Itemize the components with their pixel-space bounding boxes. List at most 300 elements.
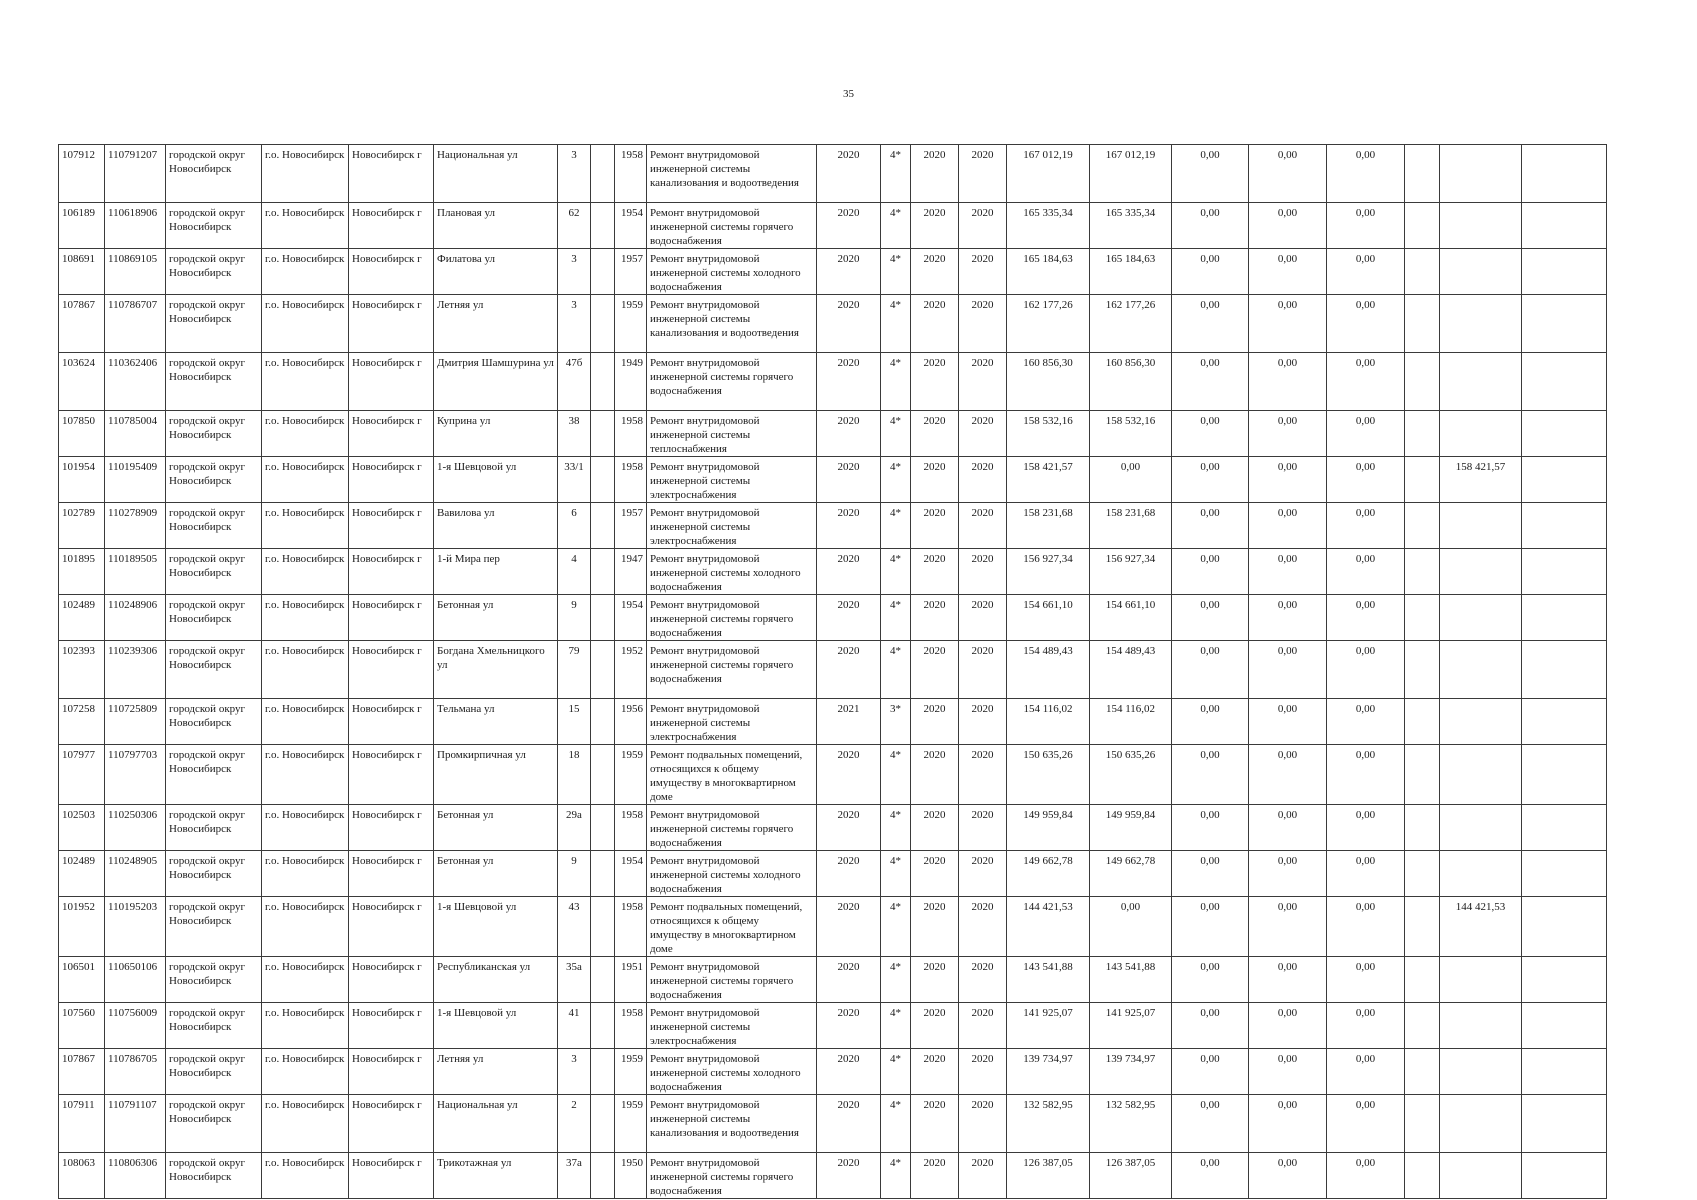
empty-cell (1522, 1095, 1607, 1153)
street-cell: Плановая ул (434, 203, 558, 249)
year-from-cell: 2020 (911, 851, 959, 897)
row-code: 110248905 (105, 851, 166, 897)
plan-year-cell: 2021 (817, 699, 881, 745)
table-row (59, 641, 1607, 699)
total-cost-cell: 139 734,97 (1007, 1049, 1090, 1095)
empty-cell (1522, 595, 1607, 641)
empty-cell (1405, 1049, 1440, 1095)
district-cell: городской округ Новосибирск (166, 897, 262, 957)
source-1-cell: 0,00 (1172, 353, 1249, 411)
priority-cell: 4* (881, 805, 911, 851)
total-cost-cell: 144 421,53 (1007, 897, 1090, 957)
empty-cell (591, 353, 615, 411)
district-cell: городской округ Новосибирск (166, 699, 262, 745)
fund-cost-cell: 149 959,84 (1090, 805, 1172, 851)
build-year-cell: 1949 (615, 353, 647, 411)
priority-cell: 4* (881, 411, 911, 457)
year-from-cell: 2020 (911, 699, 959, 745)
district-cell: городской округ Новосибирск (166, 249, 262, 295)
row-id: 101952 (59, 897, 105, 957)
build-year-cell: 1958 (615, 897, 647, 957)
municipality-cell: г.о. Новосибирск (262, 203, 349, 249)
fund-cost-cell: 165 184,63 (1090, 249, 1172, 295)
table-row (59, 699, 1607, 745)
row-id: 102489 (59, 851, 105, 897)
work-type-cell: Ремонт внутридомовой инженерной системы горячего водоснабжения (647, 595, 817, 641)
work-type-cell: Ремонт внутридомовой инженерной системы канализования и водоотведения (647, 1095, 817, 1153)
street-cell: Дмитрия Шамшурина ул (434, 353, 558, 411)
source-1-cell: 0,00 (1172, 897, 1249, 957)
city-cell: Новосибирск г (349, 897, 434, 957)
year-from-cell: 2020 (911, 1095, 959, 1153)
build-year-cell: 1947 (615, 549, 647, 595)
city-cell: Новосибирск г (349, 411, 434, 457)
year-to-cell: 2020 (959, 249, 1007, 295)
plan-year-cell: 2020 (817, 1049, 881, 1095)
empty-cell (591, 145, 615, 203)
work-type-cell: Ремонт внутридомовой инженерной системы горячего водоснабжения (647, 353, 817, 411)
table-row (59, 503, 1607, 549)
table-row (59, 957, 1607, 1003)
empty-cell (591, 411, 615, 457)
source-1-cell: 0,00 (1172, 745, 1249, 805)
priority-cell: 4* (881, 851, 911, 897)
house-number-cell: 18 (558, 745, 591, 805)
fund-cost-cell: 0,00 (1090, 457, 1172, 503)
city-cell: Новосибирск г (349, 457, 434, 503)
other-cost-cell (1440, 699, 1522, 745)
street-cell: Летняя ул (434, 1049, 558, 1095)
year-from-cell: 2020 (911, 353, 959, 411)
house-number-cell: 62 (558, 203, 591, 249)
empty-cell (1522, 353, 1607, 411)
house-number-cell: 15 (558, 699, 591, 745)
source-3-cell: 0,00 (1327, 1049, 1405, 1095)
other-cost-cell (1440, 1003, 1522, 1049)
source-3-cell: 0,00 (1327, 699, 1405, 745)
work-type-cell: Ремонт внутридомовой инженерной системы холодного водоснабжения (647, 549, 817, 595)
work-type-cell: Ремонт внутридомовой инженерной системы горячего водоснабжения (647, 957, 817, 1003)
empty-cell (1522, 1003, 1607, 1049)
fund-cost-cell: 154 661,10 (1090, 595, 1172, 641)
source-3-cell: 0,00 (1327, 145, 1405, 203)
municipality-cell: г.о. Новосибирск (262, 457, 349, 503)
year-from-cell: 2020 (911, 1049, 959, 1095)
empty-cell (1522, 851, 1607, 897)
row-code: 110189505 (105, 549, 166, 595)
municipality-cell: г.о. Новосибирск (262, 295, 349, 353)
work-type-cell: Ремонт внутридомовой инженерной системы канализования и водоотведения (647, 295, 817, 353)
work-type-cell: Ремонт внутридомовой инженерной системы теплоснабжения (647, 411, 817, 457)
street-cell: Промкирпичная ул (434, 745, 558, 805)
empty-cell (591, 457, 615, 503)
table-row (59, 411, 1607, 457)
year-to-cell: 2020 (959, 897, 1007, 957)
source-2-cell: 0,00 (1249, 1153, 1327, 1199)
empty-cell (1405, 457, 1440, 503)
source-3-cell: 0,00 (1327, 595, 1405, 641)
source-3-cell: 0,00 (1327, 745, 1405, 805)
priority-cell: 4* (881, 745, 911, 805)
fund-cost-cell: 156 927,34 (1090, 549, 1172, 595)
source-1-cell: 0,00 (1172, 595, 1249, 641)
other-cost-cell (1440, 641, 1522, 699)
municipality-cell: г.о. Новосибирск (262, 595, 349, 641)
table-row (59, 851, 1607, 897)
year-to-cell: 2020 (959, 1049, 1007, 1095)
table-row (59, 295, 1607, 353)
empty-cell (1405, 411, 1440, 457)
year-from-cell: 2020 (911, 503, 959, 549)
priority-cell: 4* (881, 295, 911, 353)
house-number-cell: 3 (558, 145, 591, 203)
priority-cell: 3* (881, 699, 911, 745)
district-cell: городской округ Новосибирск (166, 957, 262, 1003)
city-cell: Новосибирск г (349, 1153, 434, 1199)
row-id: 102789 (59, 503, 105, 549)
year-from-cell: 2020 (911, 745, 959, 805)
plan-year-cell: 2020 (817, 897, 881, 957)
priority-cell: 4* (881, 595, 911, 641)
fund-cost-cell: 141 925,07 (1090, 1003, 1172, 1049)
source-2-cell: 0,00 (1249, 1095, 1327, 1153)
city-cell: Новосибирск г (349, 851, 434, 897)
empty-cell (1522, 1153, 1607, 1199)
street-cell: Национальная ул (434, 145, 558, 203)
other-cost-cell (1440, 411, 1522, 457)
build-year-cell: 1959 (615, 745, 647, 805)
row-code: 110195409 (105, 457, 166, 503)
build-year-cell: 1954 (615, 851, 647, 897)
source-2-cell: 0,00 (1249, 745, 1327, 805)
priority-cell: 4* (881, 1095, 911, 1153)
empty-cell (1405, 699, 1440, 745)
year-to-cell: 2020 (959, 1095, 1007, 1153)
year-from-cell: 2020 (911, 249, 959, 295)
source-3-cell: 0,00 (1327, 1003, 1405, 1049)
plan-year-cell: 2020 (817, 249, 881, 295)
year-to-cell: 2020 (959, 295, 1007, 353)
build-year-cell: 1957 (615, 249, 647, 295)
street-cell: Бетонная ул (434, 851, 558, 897)
total-cost-cell: 165 184,63 (1007, 249, 1090, 295)
priority-cell: 4* (881, 1003, 911, 1049)
work-type-cell: Ремонт внутридомовой инженерной системы электроснабжения (647, 457, 817, 503)
row-code: 110650106 (105, 957, 166, 1003)
total-cost-cell: 150 635,26 (1007, 745, 1090, 805)
row-id: 108691 (59, 249, 105, 295)
municipality-cell: г.о. Новосибирск (262, 145, 349, 203)
priority-cell: 4* (881, 549, 911, 595)
source-3-cell: 0,00 (1327, 957, 1405, 1003)
plan-year-cell: 2020 (817, 353, 881, 411)
work-type-cell: Ремонт внутридомовой инженерной системы канализования и водоотведения (647, 145, 817, 203)
table-row (59, 805, 1607, 851)
year-to-cell: 2020 (959, 641, 1007, 699)
year-from-cell: 2020 (911, 641, 959, 699)
work-type-cell: Ремонт внутридомовой инженерной системы электроснабжения (647, 1003, 817, 1049)
total-cost-cell: 156 927,34 (1007, 549, 1090, 595)
row-id: 107867 (59, 295, 105, 353)
fund-cost-cell: 139 734,97 (1090, 1049, 1172, 1095)
year-to-cell: 2020 (959, 1153, 1007, 1199)
city-cell: Новосибирск г (349, 1049, 434, 1095)
year-from-cell: 2020 (911, 145, 959, 203)
house-number-cell: 35а (558, 957, 591, 1003)
year-to-cell: 2020 (959, 745, 1007, 805)
other-cost-cell: 158 421,57 (1440, 457, 1522, 503)
other-cost-cell (1440, 203, 1522, 249)
other-cost-cell (1440, 353, 1522, 411)
plan-year-cell: 2020 (817, 851, 881, 897)
source-1-cell: 0,00 (1172, 1049, 1249, 1095)
row-id: 106189 (59, 203, 105, 249)
empty-cell (1405, 249, 1440, 295)
year-from-cell: 2020 (911, 203, 959, 249)
fund-cost-cell: 158 231,68 (1090, 503, 1172, 549)
house-number-cell: 47б (558, 353, 591, 411)
year-from-cell: 2020 (911, 457, 959, 503)
table-row (59, 457, 1607, 503)
empty-cell (591, 1003, 615, 1049)
empty-cell (591, 745, 615, 805)
row-id: 107867 (59, 1049, 105, 1095)
source-1-cell: 0,00 (1172, 641, 1249, 699)
empty-cell (1405, 353, 1440, 411)
year-from-cell: 2020 (911, 1003, 959, 1049)
house-number-cell: 3 (558, 1049, 591, 1095)
year-from-cell: 2020 (911, 897, 959, 957)
source-2-cell: 0,00 (1249, 851, 1327, 897)
district-cell: городской округ Новосибирск (166, 503, 262, 549)
build-year-cell: 1959 (615, 1049, 647, 1095)
year-to-cell: 2020 (959, 1003, 1007, 1049)
year-to-cell: 2020 (959, 699, 1007, 745)
source-1-cell: 0,00 (1172, 1003, 1249, 1049)
year-from-cell: 2020 (911, 1153, 959, 1199)
table-row (59, 1049, 1607, 1095)
priority-cell: 4* (881, 145, 911, 203)
plan-year-cell: 2020 (817, 1153, 881, 1199)
table-row (59, 549, 1607, 595)
district-cell: городской округ Новосибирск (166, 745, 262, 805)
source-3-cell: 0,00 (1327, 411, 1405, 457)
work-type-cell: Ремонт внутридомовой инженерной системы горячего водоснабжения (647, 641, 817, 699)
fund-cost-cell: 0,00 (1090, 897, 1172, 957)
row-code: 110248906 (105, 595, 166, 641)
year-from-cell: 2020 (911, 411, 959, 457)
fund-cost-cell: 143 541,88 (1090, 957, 1172, 1003)
source-3-cell: 0,00 (1327, 641, 1405, 699)
street-cell: Бетонная ул (434, 595, 558, 641)
fund-cost-cell: 162 177,26 (1090, 295, 1172, 353)
work-type-cell: Ремонт внутридомовой инженерной системы электроснабжения (647, 503, 817, 549)
fund-cost-cell: 165 335,34 (1090, 203, 1172, 249)
row-code: 110786705 (105, 1049, 166, 1095)
city-cell: Новосибирск г (349, 1095, 434, 1153)
empty-cell (591, 203, 615, 249)
year-from-cell: 2020 (911, 595, 959, 641)
plan-year-cell: 2020 (817, 641, 881, 699)
city-cell: Новосибирск г (349, 145, 434, 203)
house-number-cell: 3 (558, 295, 591, 353)
city-cell: Новосибирск г (349, 641, 434, 699)
row-id: 103624 (59, 353, 105, 411)
municipality-cell: г.о. Новосибирск (262, 1003, 349, 1049)
work-type-cell: Ремонт внутридомовой инженерной системы горячего водоснабжения (647, 203, 817, 249)
source-1-cell: 0,00 (1172, 203, 1249, 249)
source-1-cell: 0,00 (1172, 1153, 1249, 1199)
work-type-cell: Ремонт подвальных помещений, относящихся к общему имуществу в многоквартирном доме (647, 745, 817, 805)
empty-cell (1522, 897, 1607, 957)
total-cost-cell: 126 387,05 (1007, 1153, 1090, 1199)
empty-cell (1522, 503, 1607, 549)
source-1-cell: 0,00 (1172, 295, 1249, 353)
source-1-cell: 0,00 (1172, 851, 1249, 897)
year-to-cell: 2020 (959, 805, 1007, 851)
other-cost-cell (1440, 1153, 1522, 1199)
plan-year-cell: 2020 (817, 457, 881, 503)
build-year-cell: 1951 (615, 957, 647, 1003)
other-cost-cell (1440, 249, 1522, 295)
empty-cell (591, 295, 615, 353)
year-to-cell: 2020 (959, 851, 1007, 897)
total-cost-cell: 149 959,84 (1007, 805, 1090, 851)
municipality-cell: г.о. Новосибирск (262, 503, 349, 549)
fund-cost-cell: 154 489,43 (1090, 641, 1172, 699)
source-1-cell: 0,00 (1172, 805, 1249, 851)
other-cost-cell (1440, 549, 1522, 595)
empty-cell (1405, 595, 1440, 641)
municipality-cell: г.о. Новосибирск (262, 1049, 349, 1095)
source-3-cell: 0,00 (1327, 503, 1405, 549)
other-cost-cell (1440, 145, 1522, 203)
total-cost-cell: 158 231,68 (1007, 503, 1090, 549)
table-row (59, 249, 1607, 295)
district-cell: городской округ Новосибирск (166, 1003, 262, 1049)
source-2-cell: 0,00 (1249, 249, 1327, 295)
empty-cell (591, 1153, 615, 1199)
build-year-cell: 1952 (615, 641, 647, 699)
source-2-cell: 0,00 (1249, 203, 1327, 249)
build-year-cell: 1954 (615, 595, 647, 641)
fund-cost-cell: 132 582,95 (1090, 1095, 1172, 1153)
row-id: 107850 (59, 411, 105, 457)
empty-cell (1522, 457, 1607, 503)
empty-cell (1405, 805, 1440, 851)
priority-cell: 4* (881, 353, 911, 411)
total-cost-cell: 158 532,16 (1007, 411, 1090, 457)
empty-cell (1522, 805, 1607, 851)
fund-cost-cell: 149 662,78 (1090, 851, 1172, 897)
row-code: 110618906 (105, 203, 166, 249)
year-to-cell: 2020 (959, 595, 1007, 641)
city-cell: Новосибирск г (349, 745, 434, 805)
city-cell: Новосибирск г (349, 353, 434, 411)
source-2-cell: 0,00 (1249, 549, 1327, 595)
other-cost-cell (1440, 1095, 1522, 1153)
source-2-cell: 0,00 (1249, 641, 1327, 699)
total-cost-cell: 160 856,30 (1007, 353, 1090, 411)
source-2-cell: 0,00 (1249, 699, 1327, 745)
build-year-cell: 1958 (615, 457, 647, 503)
empty-cell (591, 1095, 615, 1153)
street-cell: 1-я Шевцовой ул (434, 1003, 558, 1049)
street-cell: 1-я Шевцовой ул (434, 457, 558, 503)
empty-cell (591, 503, 615, 549)
table-row (59, 745, 1607, 805)
source-1-cell: 0,00 (1172, 1095, 1249, 1153)
empty-cell (591, 897, 615, 957)
register-body (59, 145, 1607, 1199)
municipality-cell: г.о. Новосибирск (262, 957, 349, 1003)
empty-cell (1522, 641, 1607, 699)
empty-cell (1522, 203, 1607, 249)
source-2-cell: 0,00 (1249, 957, 1327, 1003)
empty-cell (1405, 641, 1440, 699)
row-code: 110786707 (105, 295, 166, 353)
empty-cell (1522, 411, 1607, 457)
district-cell: городской округ Новосибирск (166, 295, 262, 353)
municipality-cell: г.о. Новосибирск (262, 699, 349, 745)
house-number-cell: 43 (558, 897, 591, 957)
municipality-cell: г.о. Новосибирск (262, 249, 349, 295)
plan-year-cell: 2020 (817, 503, 881, 549)
other-cost-cell (1440, 745, 1522, 805)
row-id: 107560 (59, 1003, 105, 1049)
fund-cost-cell: 154 116,02 (1090, 699, 1172, 745)
city-cell: Новосибирск г (349, 957, 434, 1003)
source-1-cell: 0,00 (1172, 249, 1249, 295)
total-cost-cell: 132 582,95 (1007, 1095, 1090, 1153)
other-cost-cell (1440, 851, 1522, 897)
empty-cell (591, 641, 615, 699)
table-row (59, 1153, 1607, 1199)
row-id: 107912 (59, 145, 105, 203)
source-3-cell: 0,00 (1327, 295, 1405, 353)
plan-year-cell: 2020 (817, 145, 881, 203)
source-2-cell: 0,00 (1249, 805, 1327, 851)
source-2-cell: 0,00 (1249, 353, 1327, 411)
row-code: 110725809 (105, 699, 166, 745)
municipality-cell: г.о. Новосибирск (262, 1095, 349, 1153)
district-cell: городской округ Новосибирск (166, 145, 262, 203)
source-1-cell: 0,00 (1172, 549, 1249, 595)
priority-cell: 4* (881, 249, 911, 295)
empty-cell (591, 549, 615, 595)
empty-cell (1522, 745, 1607, 805)
municipality-cell: г.о. Новосибирск (262, 411, 349, 457)
city-cell: Новосибирск г (349, 503, 434, 549)
year-to-cell: 2020 (959, 957, 1007, 1003)
empty-cell (1405, 503, 1440, 549)
empty-cell (591, 851, 615, 897)
work-type-cell: Ремонт внутридомовой инженерной системы горячего водоснабжения (647, 1153, 817, 1199)
empty-cell (591, 957, 615, 1003)
row-id: 102393 (59, 641, 105, 699)
table-row (59, 897, 1607, 957)
street-cell: Куприна ул (434, 411, 558, 457)
empty-cell (1405, 897, 1440, 957)
year-to-cell: 2020 (959, 503, 1007, 549)
empty-cell (1405, 957, 1440, 1003)
source-2-cell: 0,00 (1249, 503, 1327, 549)
build-year-cell: 1958 (615, 411, 647, 457)
district-cell: городской округ Новосибирск (166, 1049, 262, 1095)
row-code: 110239306 (105, 641, 166, 699)
build-year-cell: 1957 (615, 503, 647, 549)
table-row (59, 1095, 1607, 1153)
